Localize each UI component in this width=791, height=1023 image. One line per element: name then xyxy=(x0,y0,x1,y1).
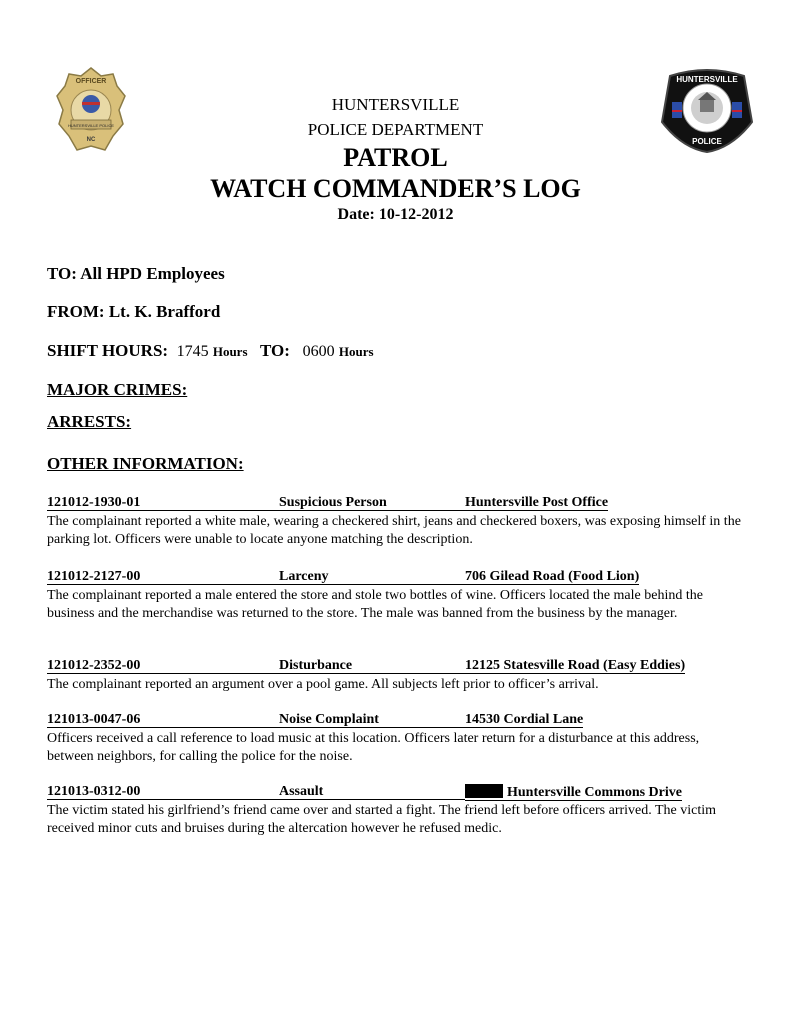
entry-text: The complainant reported a white male, wearing a checkered shirt, jeans and checkered boxers, was exposing himself in the parking lot. Officers were unable to locate anyone matching the description. xyxy=(47,514,741,547)
entry-type: Disturbance xyxy=(279,658,465,674)
hours-label-end: Hours xyxy=(338,344,374,359)
other-information-heading: OTHER INFORMATION: xyxy=(47,454,244,473)
entry-location: 706 Gilead Road (Food Lion) xyxy=(465,569,640,584)
entry-text: The complainant reported an argument over a pool game. All subjects left prior to officer’s arrival. xyxy=(47,677,599,692)
entry-location: Huntersville Commons Drive xyxy=(507,785,682,800)
entry-location: Huntersville Post Office xyxy=(465,495,609,510)
entry-number: 121012-2127-00 xyxy=(47,569,279,585)
entry-location: 14530 Cordial Lane xyxy=(465,712,584,727)
shift-hours xyxy=(47,341,374,361)
department-name: HUNTERSVILLE xyxy=(331,95,460,114)
shift-to-label: TO: xyxy=(259,341,290,360)
memo-to: TO: All HPD Employees xyxy=(47,264,225,283)
entry-location-wrap xyxy=(465,784,682,801)
svg-text:HUNTERSVILLE: HUNTERSVILLE xyxy=(676,75,738,84)
entry-location: 12125 Statesville Road (Easy Eddies) xyxy=(465,658,686,673)
entry-number: 121012-1930-01 xyxy=(47,495,279,511)
entry-text: The victim stated his girlfriend’s friend came over and started a fight. The friend left before officers arrived. The victim received minor cuts and bruises during the altercation however he refused medic. xyxy=(47,803,717,836)
arrests-heading: ARRESTS: xyxy=(47,412,132,431)
log-entry xyxy=(47,569,747,623)
major-crimes-heading: MAJOR CRIMES: xyxy=(47,380,188,399)
entry-type: Assault xyxy=(279,784,465,800)
shift-hours-label: SHIFT HOURS: xyxy=(47,341,169,360)
log-date: Date: 10-12-2012 xyxy=(337,206,454,223)
hours-label-start: Hours xyxy=(212,344,248,359)
log-title-patrol: PATROL xyxy=(343,143,448,172)
svg-text:OFFICER: OFFICER xyxy=(75,78,107,85)
svg-text:POLICE: POLICE xyxy=(692,137,722,146)
entry-type: Noise Complaint xyxy=(279,712,465,728)
entry-text: Officers received a call reference to load music at this location. Officers later return for a disturbance at this address, between neighbors, for calling the police for the noise. xyxy=(47,731,700,764)
entry-text: The complainant reported a male entered the store and stole two bottles of wine. Officers located the male behind the business and the merchandise was returned to the store. The male was banned from the business by the manager. xyxy=(47,588,703,621)
redaction-block xyxy=(465,784,503,798)
shift-end: 0600 xyxy=(302,343,335,360)
department-subtitle: POLICE DEPARTMENT xyxy=(307,120,484,139)
entry-number: 121012-2352-00 xyxy=(47,658,279,674)
log-title: WATCH COMMANDER’S LOG xyxy=(210,174,581,203)
memo-from: FROM: Lt. K. Brafford xyxy=(47,302,221,321)
svg-text:NC: NC xyxy=(86,137,96,143)
log-entry xyxy=(47,495,747,549)
log-entry xyxy=(47,658,747,694)
entry-type: Suspicious Person xyxy=(279,495,465,511)
svg-text:HUNTERSVILLE POLICE: HUNTERSVILLE POLICE xyxy=(67,123,115,128)
log-entry xyxy=(47,784,747,838)
entry-type: Larceny xyxy=(279,569,465,585)
entry-number: 121013-0312-00 xyxy=(47,784,279,800)
shift-start: 1745 xyxy=(176,343,209,360)
entry-number: 121013-0047-06 xyxy=(47,712,279,728)
log-entry xyxy=(47,712,747,766)
